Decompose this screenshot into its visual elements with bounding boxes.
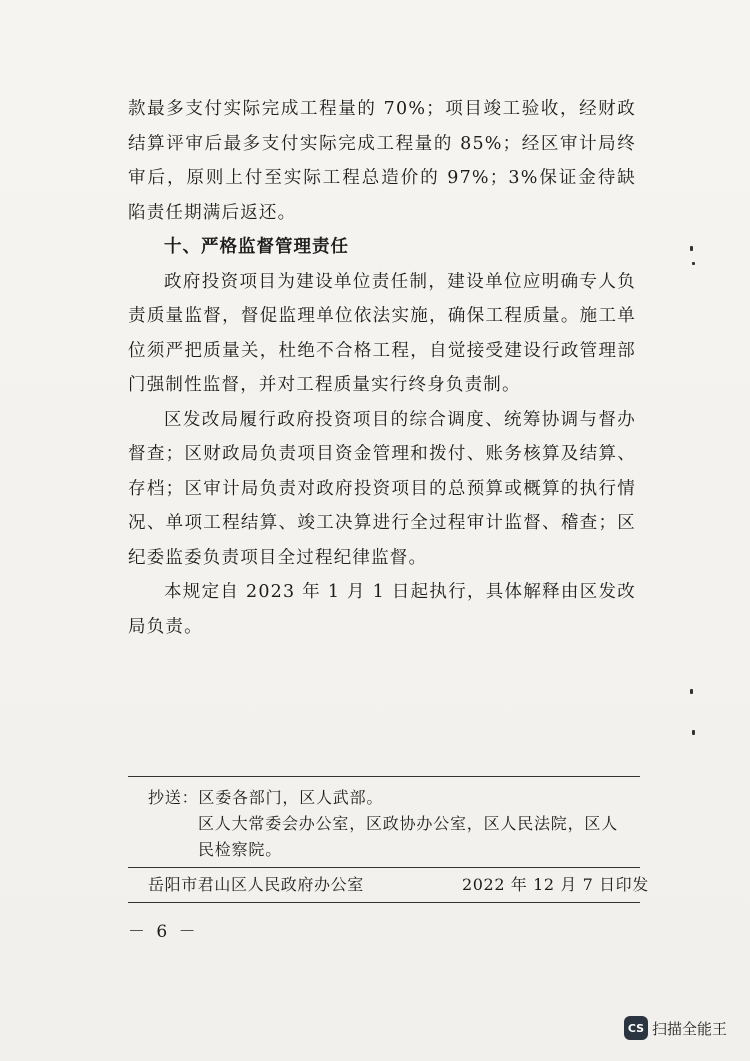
scan-speck [692,262,695,265]
camscanner-logo-icon: CS [624,1016,648,1040]
scan-speck [692,730,695,735]
cc-recipients-line1: 区委各部门，区人武部。 [198,788,384,807]
document-body [128,92,636,644]
paragraph-effective-date: 本规定自 2023 年 1 月 1 日起执行，具体解释由区发改局负责。 [128,582,636,637]
scan-speck [690,689,693,694]
paragraph-department-duties: 区发改局履行政府投资项目的综合调度、统筹协调与督办督查；区财政局负责项目资金管理和拨付、账务核算及结算、存档；区审计局负责对政府投资项目的总预算或概算的执行情况、单项工程结算、竣工决算进行全过程审计监督、稽查；区纪委监委负责项目全过程纪律监督。 [128,409,636,568]
issue-date: 2022 年 12 月 7 日印发 [462,875,649,894]
cc-recipients-line2: 区人大常委会办公室，区政协办公室，区人民法院，区人民检察院。 [198,814,619,859]
scanner-watermark [624,1016,727,1040]
cc-block [148,785,628,863]
paragraph-quality-responsibility: 政府投资项目为建设单位责任制，建设单位应明确专人负责质量监督，督促监理单位依法实施，确保工程质量。施工单位须严把质量关，杜绝不合格工程，自觉接受建设行政管理部门强制性监督，并对工程质量实行终身负责制。 [128,271,636,395]
scan-speck [690,246,693,251]
footer-rule-bottom [128,902,640,903]
footer-rule-top [128,776,640,777]
footer-rule-middle [128,867,640,868]
paragraph-payment-terms: 款最多支付实际完成工程量的 70%；项目竣工验收，经财政结算评审后最多支付实际完成工程量的 85%；经区审计局终审后，原则上付至实际工程总造价的 97%；3%保证金待缺陷责任期满后返还。 [128,99,636,223]
issuing-office: 岳阳市君山区人民政府办公室 [148,875,364,894]
cc-label: 抄送： [148,788,199,807]
watermark-app-name: 扫描全能王 [652,1019,728,1038]
section-heading: 十、严格监督管理责任 [164,237,349,257]
page-number: － 6 － [128,922,199,942]
